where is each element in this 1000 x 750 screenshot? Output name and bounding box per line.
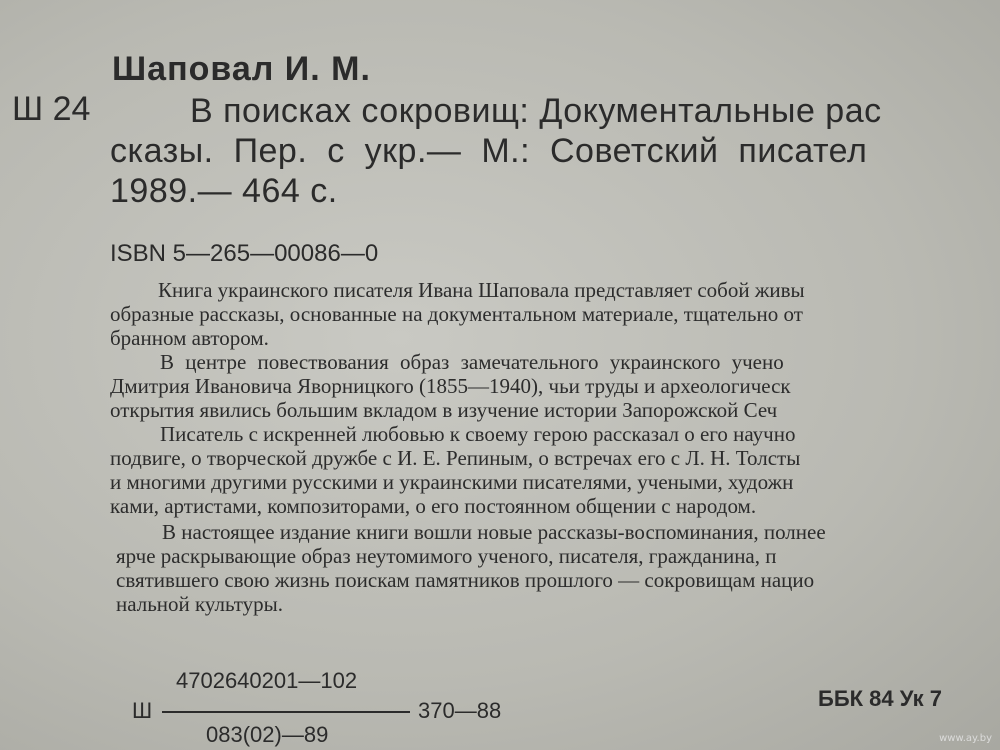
catalog-denominator: 083(02)—89 <box>206 722 329 747</box>
annotation-line-4: В центре повествования образ замечательного украинского учено <box>160 350 784 374</box>
annotation-line-12: ярче раскрывающие образ неутомимого ученого, писателя, гражданина, п <box>116 544 777 568</box>
annotation-line-10: ками, артистами, композиторами, о его постоянном общении с народом. <box>110 494 757 518</box>
site-watermark: www.ay.by <box>939 733 992 744</box>
annotation-line-8: подвиге, о творческой дружбе с И. Е. Репиным, о встречах его с Л. Н. Толсты <box>110 446 801 470</box>
catalog-numerator: 4702640201—102 <box>176 668 358 693</box>
annotation-line-11: В настоящее издание книги вошли новые рассказы-воспоминания, полнее <box>162 520 826 544</box>
library-code: Ш 24 <box>12 90 91 128</box>
annotation-line-7: Писатель с искренней любовью к своему герою рассказал о его научно <box>160 422 796 446</box>
isbn-number: ISBN 5—265—00086—0 <box>110 240 379 267</box>
title-line-1: В поисках сокровищ: Документальные рас <box>190 92 882 130</box>
annotation-line-5: Дмитрия Ивановича Яворницкого (1855—1940), чьи труды и археологическ <box>110 374 791 398</box>
annotation-line-13: святившего свою жизнь поискам памятников прошлого — сокровищам нацио <box>116 568 815 592</box>
annotation-line-6: открытия явились большим вкладом в изучение истории Запорожской Сеч <box>110 398 778 422</box>
annotation-line-3: бранном автором. <box>110 326 269 350</box>
bbk-code: ББК 84 Ук 7 <box>818 686 942 711</box>
annotation-line-1: Книга украинского писателя Ивана Шаповала представляет собой живы <box>158 278 805 302</box>
catalog-letter: Ш <box>132 698 153 723</box>
annotation-line-2: образные рассказы, основанные на документальном материале, тщательно от <box>110 302 803 326</box>
annotation-line-9: и многими другими русскими и украинскими писателями, учеными, художн <box>110 470 794 494</box>
fraction-rule <box>162 711 410 713</box>
title-line-2: сказы. Пер. с укр.— М.: Советский писател <box>110 132 868 170</box>
annotation-line-14: нальной культуры. <box>116 592 284 616</box>
catalog-price-code: 370—88 <box>418 698 502 723</box>
author-heading: Шаповал И. М. <box>112 50 371 88</box>
title-line-3: 1989.— 464 с. <box>110 172 338 210</box>
